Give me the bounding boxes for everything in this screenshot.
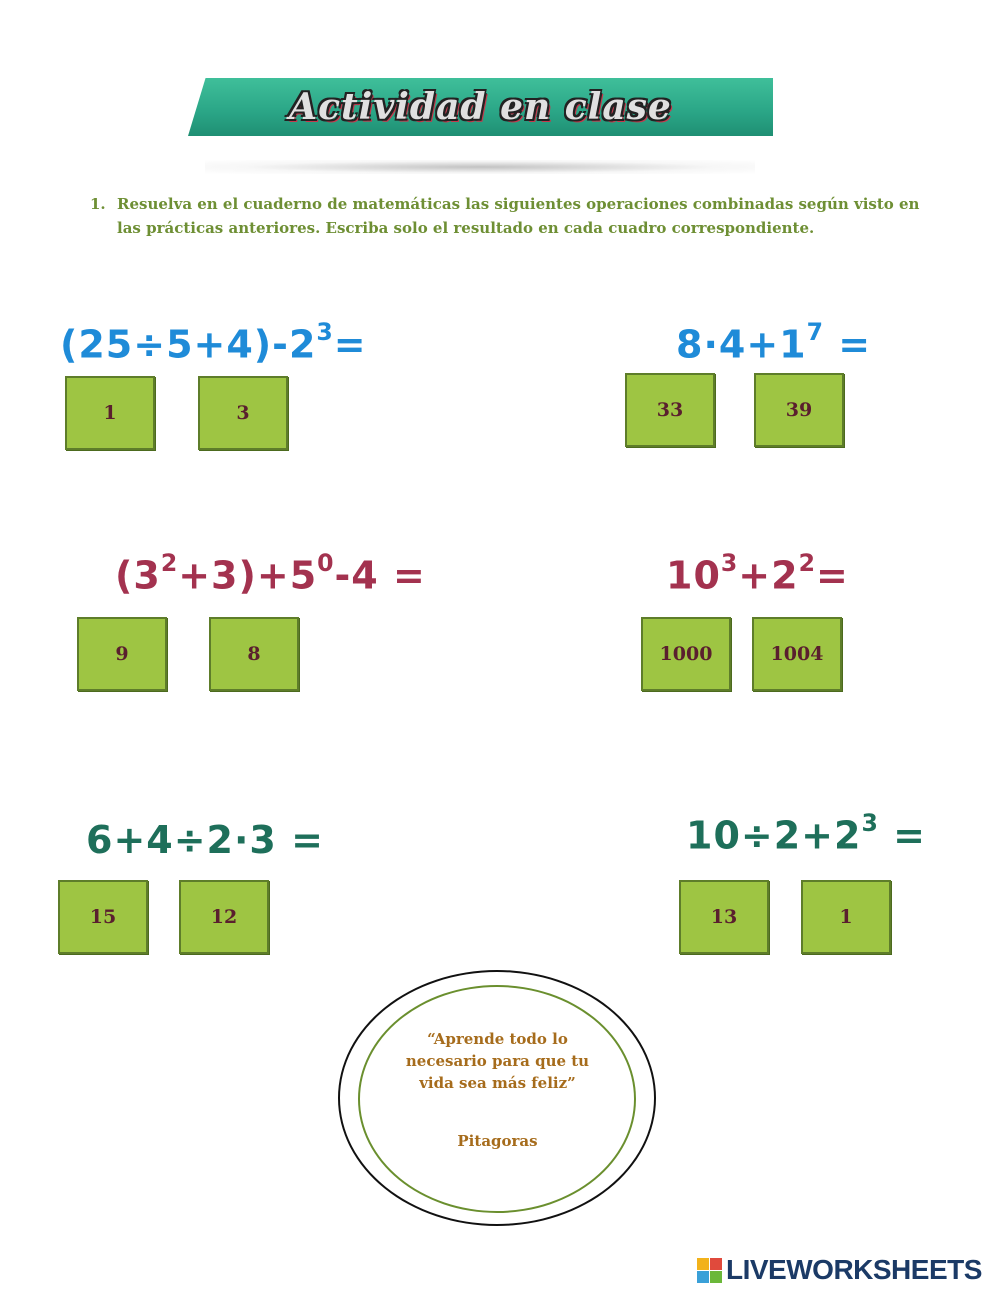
page-title: Actividad en clase — [289, 86, 672, 128]
exercise-5-option-1[interactable]: 15 — [58, 880, 148, 954]
exercise-4-option-2[interactable]: 1004 — [752, 617, 842, 691]
exercise-3-option-2[interactable]: 8 — [209, 617, 299, 691]
liveworksheets-logo-icon — [697, 1258, 722, 1283]
instruction-text: Resuelva en el cuaderno de matemáticas las siguientes operaciones combinadas según visto en las prácticas anteriores. Escriba solo el resultado en cada cuadro correspondiente. — [117, 195, 920, 237]
exercise-4-option-1[interactable]: 1000 — [641, 617, 731, 691]
exercise-4-expression: $10^3+2^2=$ — [666, 549, 849, 598]
exercise-2-option-2[interactable]: 39 — [754, 373, 844, 447]
exercise-3-expression: $(3^2+3)+5^0-4$ = — [115, 549, 426, 598]
exercise-1-expression: $(25\div 5+4)-2^3=$ — [60, 318, 367, 367]
exercise-5-option-2[interactable]: 12 — [179, 880, 269, 954]
exercise-2-option-1[interactable]: 33 — [625, 373, 715, 447]
brand-name: LIVEWORKSHEETS — [726, 1254, 982, 1285]
quote-oval-inner — [358, 985, 636, 1213]
quote-text: “Aprende todo lo necesario para que tu vida sea más feliz” — [405, 1030, 590, 1092]
footer-brand[interactable] — [697, 1252, 982, 1288]
exercise-6-option-1[interactable]: 13 — [679, 880, 769, 954]
exercise-3-option-1[interactable]: 9 — [77, 617, 167, 691]
quote-author: Pitagoras — [457, 1132, 538, 1150]
instruction — [90, 192, 920, 240]
exercise-2-expression: $8\cdot 4+1^7$ = — [676, 318, 872, 367]
instruction-number: 1. — [90, 195, 106, 213]
exercise-6-option-2[interactable]: 1 — [801, 880, 891, 954]
exercise-1-option-2[interactable]: 3 — [198, 376, 288, 450]
exercise-1-option-1[interactable]: 1 — [65, 376, 155, 450]
banner-shadow — [205, 160, 755, 174]
exercise-6-expression: $10\div 2+2^3$ = — [686, 809, 926, 858]
exercise-5-expression: 6+4÷2·3 = — [86, 818, 324, 862]
